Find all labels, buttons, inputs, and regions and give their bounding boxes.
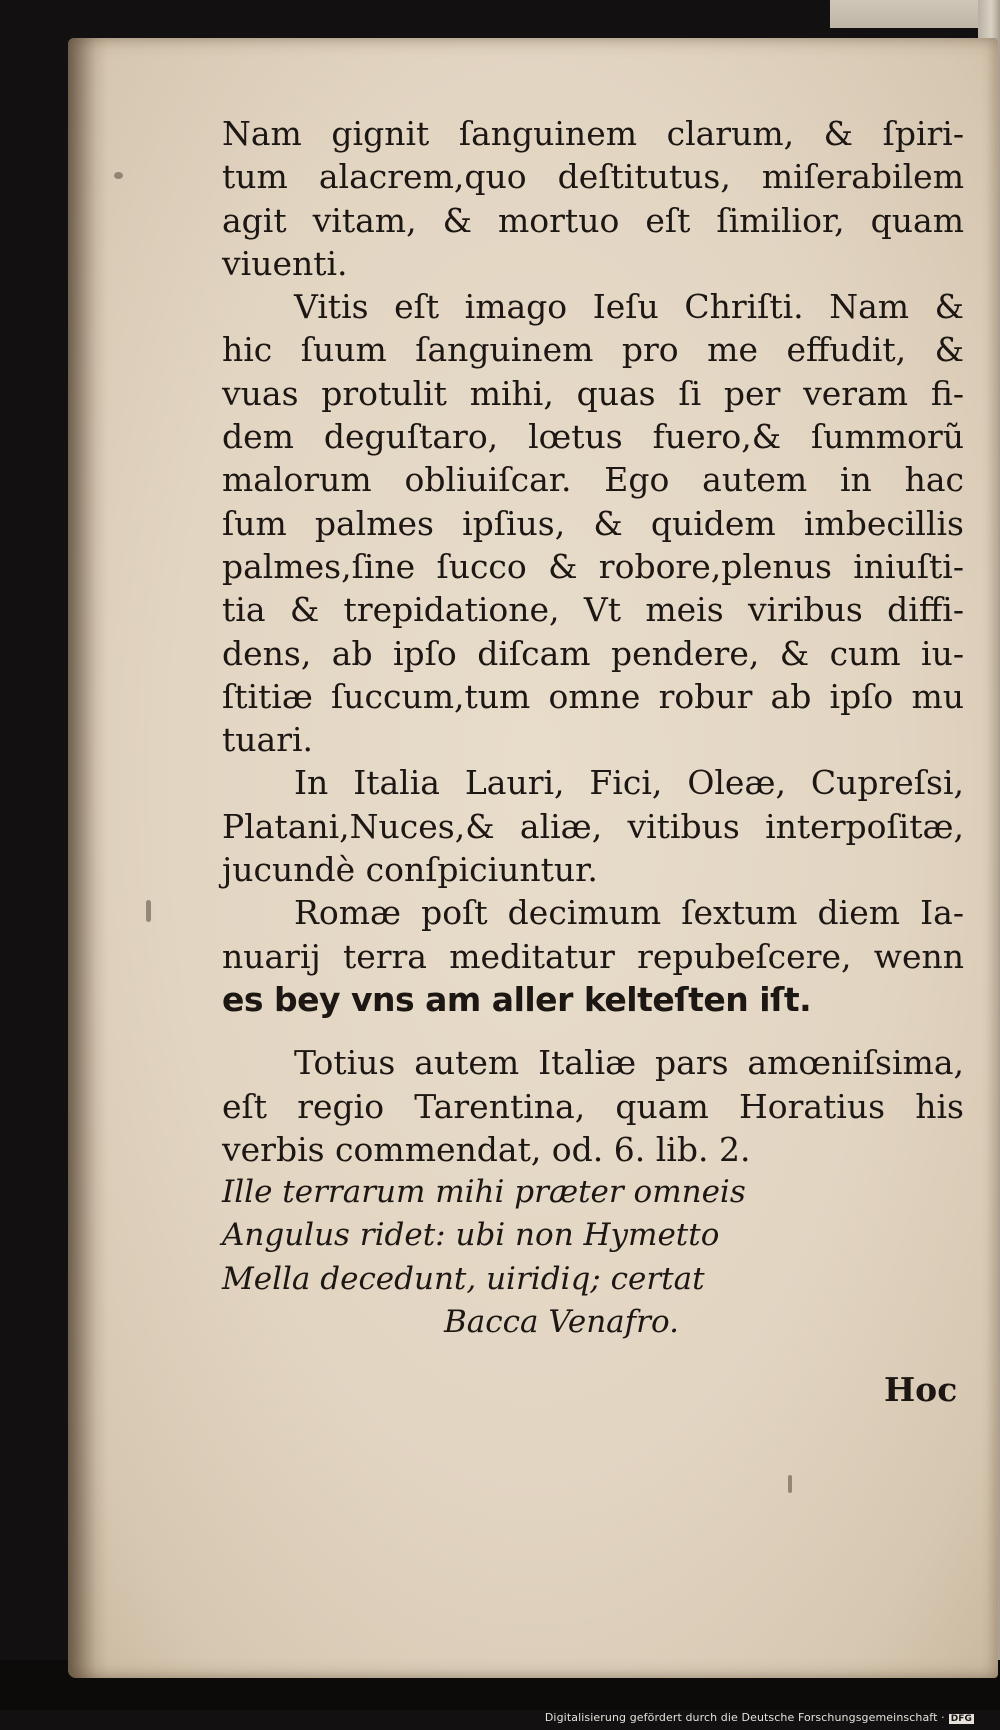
fraktur-text-line: es bey vns am aller kelteſten iſt. xyxy=(222,979,812,1019)
text-line: Totius autem Italiæ pars amœniſsima, xyxy=(294,1043,964,1083)
paper-stain xyxy=(114,172,123,179)
text-line: eſt regio Tarentina, quam Horatius his xyxy=(222,1086,964,1126)
text-line: Romæ poſt decimum ſextum diem Ia- xyxy=(294,893,964,933)
text-line: dens, ab ipſo diſcam pendere, & cum iu- xyxy=(222,633,964,673)
text-line: verbis commendat, od. 6. lib. 2. xyxy=(222,1129,751,1169)
text-line: agit vitam, & mortuo eſt ſimilior, quam xyxy=(222,200,964,240)
text-line: tum alacrem,quo deſtitutus, miſerabilem xyxy=(222,157,964,197)
text-line: dem deguſtaro, lœtus fuero,& ſummorũ xyxy=(222,417,964,457)
verse-line: Angulus ridet: ubi non Hymetto xyxy=(222,1217,720,1254)
digitization-credit xyxy=(545,1711,974,1724)
text-line: Nam gignit ſanguinem clarum, & ſpiri- xyxy=(222,114,964,153)
text-line: jucundè conſpiciuntur. xyxy=(222,850,598,890)
paper-stain xyxy=(788,1475,792,1493)
text-line: tia & trepidatione, Vt meis viribus diffi- xyxy=(222,590,964,630)
catchword: Hoc xyxy=(884,1370,958,1409)
text-line: vuas protulit mihi, quas ſi per veram fi- xyxy=(222,373,964,413)
dfg-logo: DFG xyxy=(950,1714,972,1724)
paragraph-gap xyxy=(222,1021,964,1041)
page-gutter-shadow xyxy=(68,38,108,1678)
verse-line: Mella decedunt, uiridiq; certat xyxy=(222,1260,705,1297)
verse-line: Ille terrarum mihi præter omneis xyxy=(222,1174,746,1211)
page-text-block xyxy=(222,112,964,1344)
text-line: viuenti. xyxy=(222,243,348,283)
credit-text: Digitalisierung gefördert durch die Deutsche Forschungsgemeinschaft · xyxy=(544,1711,945,1724)
adjacent-page-top-strip xyxy=(830,0,1000,28)
paper-stain xyxy=(146,900,151,922)
text-line: In Italia Lauri, Fici, Oleæ, Cupreſsi, xyxy=(294,763,964,803)
text-line: tuari. xyxy=(222,720,314,760)
text-line: hic ſuum ſanguinem pro me effudit, & xyxy=(222,330,964,370)
text-line: nuarij terra meditatur repubeſcere, wenn xyxy=(222,936,964,976)
text-line: ſtitiæ ſuccum,tum omne robur ab ipſo mu xyxy=(222,676,964,716)
text-line: Vitis eſt imago Ieſu Chriſti. Nam & xyxy=(294,287,964,327)
verse-line: Bacca Venafro. xyxy=(444,1304,679,1341)
text-line: palmes,ſine ſucco & robore,plenus iniuſti- xyxy=(222,546,964,586)
text-line: ſum palmes ipſius, & quidem imbecillis xyxy=(222,503,964,543)
text-line: Platani,Nuces,& aliæ, vitibus interpoſitæ, xyxy=(222,806,964,846)
text-line: malorum obliuiſcar. Ego autem in hac xyxy=(222,460,964,500)
